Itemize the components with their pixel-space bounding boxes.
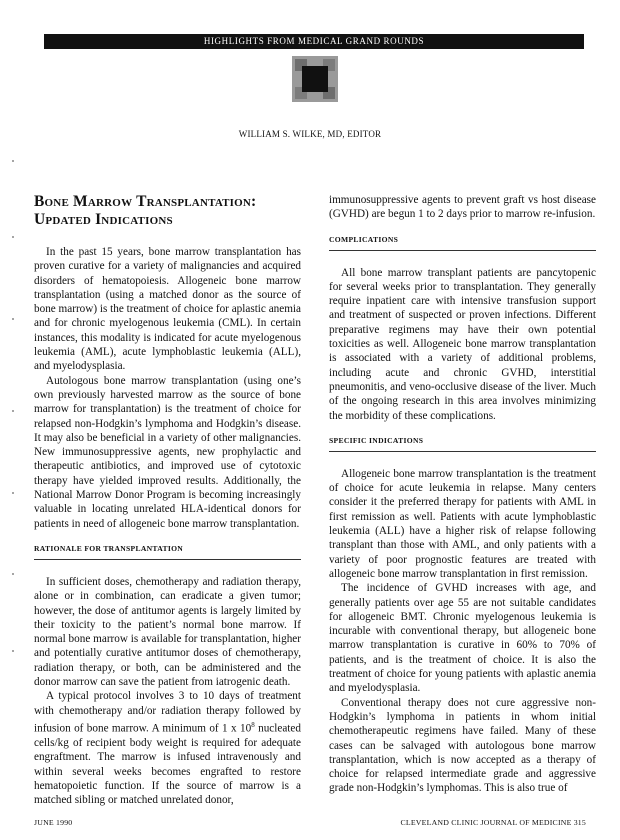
department-banner: HIGHLIGHTS FROM MEDICAL GRAND ROUNDS <box>44 34 584 49</box>
scan-mark <box>12 650 14 652</box>
scan-mark <box>12 236 14 238</box>
protocol-text-b: nucleated cells/kg of recipient body weight is required for adequate engraftment. The marrow is infused intravenously and within several weeks becomes engrafted to restore hematopoietic function. If the source of marrow is a matched sibling or matched unrelated donor, <box>34 722 301 807</box>
scan-mark <box>12 573 14 575</box>
section-heading-rationale: RATIONALE FOR TRANSPLANTATION <box>34 544 301 560</box>
section-heading-complications: COMPLICATIONS <box>329 235 596 251</box>
paragraph-intro: In the past 15 years, bone marrow transplantation has proven curative for a variety of malignancies and acquired disorders of hematopoiesis. Allogeneic bone marrow transplantation (using a matched donor as the source of bone marrow) is the treatment of choice for aplastic anemia and for chronic myelogenous leukemia (CML). In certain instances, this modality is indicated for acute myelogenous leukemia (AML), acute lymphoblastic leukemia (ALL), and myelodysplasia. <box>34 246 301 373</box>
paragraph-allogeneic: Allogeneic bone marrow transplantation is the treatment of choice for acute leukemia in relapse. Many centers consider it the preferred therapy for patients with AML in first remission as well. Patients with acute lymphoblastic leukemia (ALL) have a higher risk of relapse following transplant than those with AML, and only patients with a variety of poor prognostic features are treated with allogeneic bone marrow transplantation in first remission. <box>329 467 596 580</box>
paragraph-autologous: Autologous bone marrow transplantation (using one’s own previously harvested marrow as the source of bone marrow for transplantation) is the treatment of choice for relapsed non-Hodgkin’s lymphoma and Hodgkin’s disease. It may also be beneficial in a variety of other malignancies. New immunosuppressive agents, new prophylactic and therapeutic antibiotics, and improved use of cytotoxic therapy have yielded improved results. Additionally, the National Marrow Donor Program is becoming increasingly valuable in locating unrelated HLA-identical donors for patients in need of allogeneic bone marrow transplantation. <box>34 374 301 530</box>
section-heading-indications: SPECIFIC INDICATIONS <box>329 436 596 452</box>
scan-mark <box>12 160 14 162</box>
footer-date: JUNE 1990 <box>34 818 73 827</box>
protocol-exponent: 8 <box>251 720 255 729</box>
paragraph-gvhd: The incidence of GVHD increases with age, and generally patients over age 55 are not suitable candidates for allogeneic BMT. Chronic myelogenous leukemia is incurable with conventional therapy, but allogeneic bone marrow transplantation is curative in 60% to 70% of patients, and is the treatment of choice. It is also the treatment of choice for young patients with aplastic anemia and myelodysplasia. <box>329 582 596 695</box>
scan-mark <box>12 492 14 494</box>
department-logo-icon <box>292 56 338 102</box>
paragraph-rationale: In sufficient doses, chemotherapy and radiation therapy, alone or in combination, can eradicate a given tumor; however, the dose of antitumor agents is largely limited by their toxicity to the patient’s normal bone marrow. If normal bone marrow is available for transplantation, higher and potentially curative antitumor doses of chemotherapy, radiation therapy, or both, can be administered and the donor marrow can save the patient from iatrogenic death. <box>34 575 301 689</box>
right-column <box>329 193 596 796</box>
editor-credit: WILLIAM S. WILKE, MD, EDITOR <box>238 129 382 139</box>
paragraph-protocol <box>34 689 301 807</box>
footer-journal-page: CLEVELAND CLINIC JOURNAL OF MEDICINE 315 <box>400 818 586 827</box>
protocol-text-a: A typical protocol involves 3 to 10 days of treatment with chemotherapy and/or radiation therapy followed by infusion of bone marrow. A minimum of 1 x 10 <box>34 690 301 735</box>
article-title <box>34 193 301 229</box>
left-column <box>34 193 301 807</box>
paragraph-continued: immunosuppressive agents to prevent graft vs host disease (GVHD) are begun 1 to 2 days prior to marrow re-infusion. <box>329 194 596 221</box>
article-title-line-2: Updated Indications <box>34 211 173 228</box>
article-title-line-1: Bone Marrow Transplantation: <box>34 193 257 210</box>
paragraph-lymphoma: Conventional therapy does not cure aggressive non-Hodgkin’s lymphoma in patients in whom initial chemotherapeutic regimens have failed. Many of these cases can be salvaged with autologous bone marrow transplantation, which is now accepted as a therapy of choice for relapsed intermediate grade and aggressive grade non-Hodgkin’s lymphomas. This is also true of <box>329 696 596 795</box>
scan-mark <box>12 410 14 412</box>
scan-mark <box>12 318 14 320</box>
paragraph-complications: All bone marrow transplant patients are pancytopenic for several weeks prior to transplantation. They generally require inpatient care with intensive transfusion support and treatment of suspected or proven infections. Different preparative regimens may have their own potential toxicities as well. Allogeneic bone marrow transplantation is associated with a variety of additional problems, including acute and chronic GVHD, interstitial pneumonitis, and veno-occlusive disease of the liver. Much of the ongoing research in this area involves minimizing the morbidity of these complications. <box>329 266 596 422</box>
